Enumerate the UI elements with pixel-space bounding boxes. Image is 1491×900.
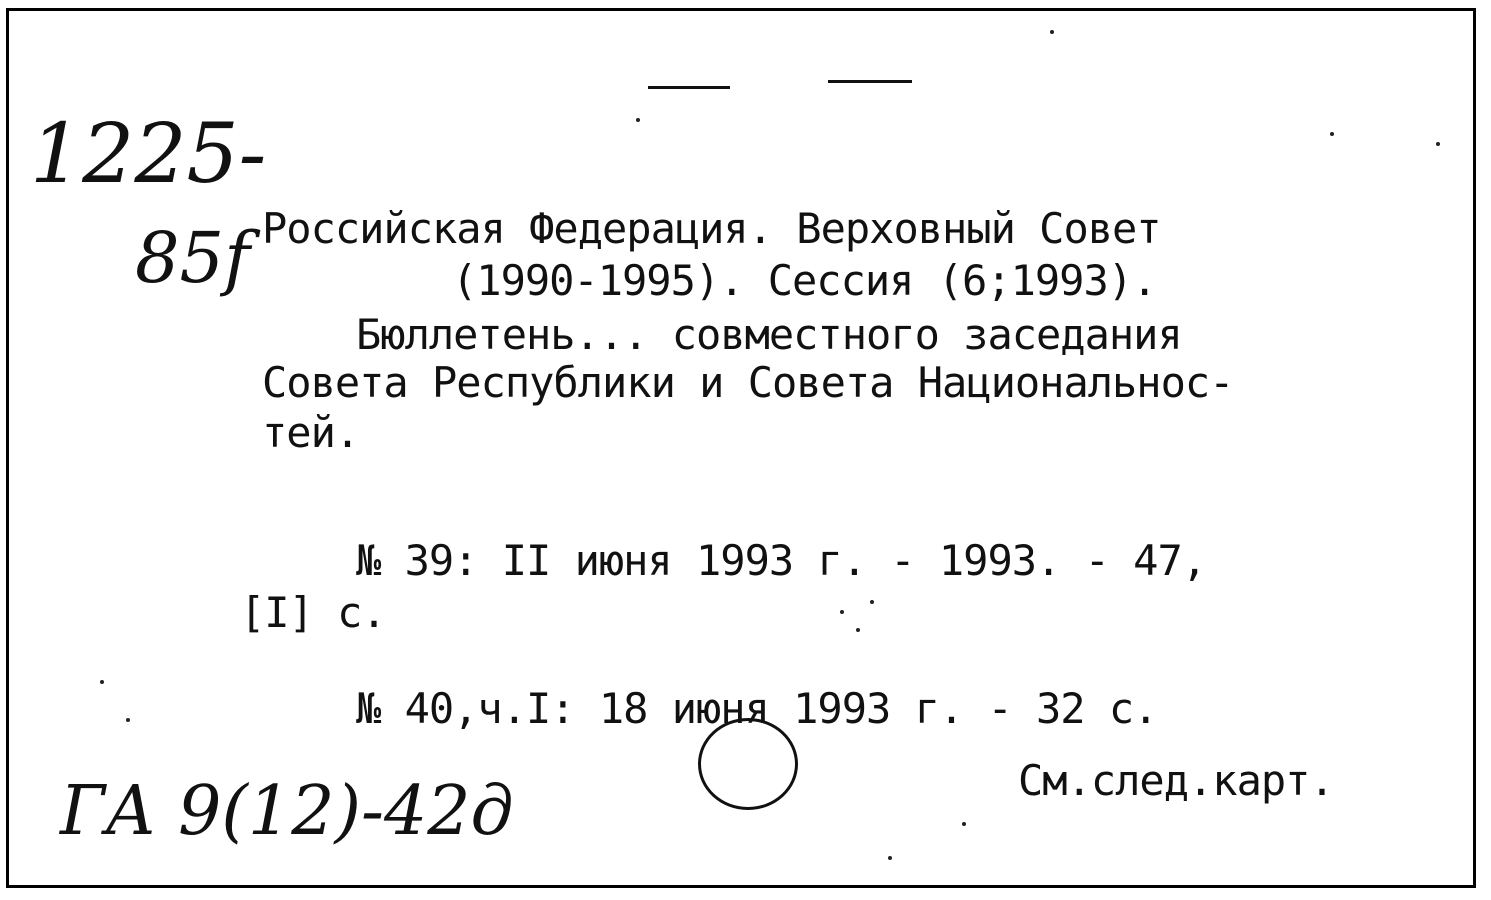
shelfmark-line1: 1225-	[30, 107, 267, 202]
issue-39-line1: № 39: II июня 1993 г. - 1993. - 47,	[356, 536, 1207, 585]
card-hole-circle	[698, 718, 798, 810]
title-line1: Бюллетень... совместного заседания	[356, 310, 1182, 359]
speck	[100, 680, 104, 684]
call-number: ГА 9(12)-42д	[60, 772, 514, 851]
shelfmark-line2: 85f	[135, 217, 250, 299]
speck	[962, 822, 966, 826]
speck	[1050, 30, 1054, 34]
speck	[856, 628, 860, 632]
heading-line1: Российская Федерация. Верховный Совет	[262, 204, 1161, 253]
issue-40: № 40,ч.I: 18 июня 1993 г. - 32 с.	[356, 684, 1158, 733]
issue-39-line2: [I] с.	[240, 588, 386, 637]
heading-line2: (1990-1995). Сессия (6;1993).	[452, 256, 1157, 305]
top-dash-left	[648, 86, 730, 89]
speck	[1436, 142, 1440, 146]
title-line3: тей.	[262, 408, 360, 457]
speck	[126, 718, 130, 722]
speck	[1330, 132, 1334, 136]
speck	[870, 600, 874, 604]
top-dash-right	[828, 80, 912, 83]
speck	[636, 118, 640, 122]
speck	[840, 610, 844, 614]
title-line2: Совета Республики и Совета Национальнос-	[262, 358, 1234, 407]
continued-note: См.след.карт.	[1018, 756, 1334, 805]
speck	[888, 856, 892, 860]
